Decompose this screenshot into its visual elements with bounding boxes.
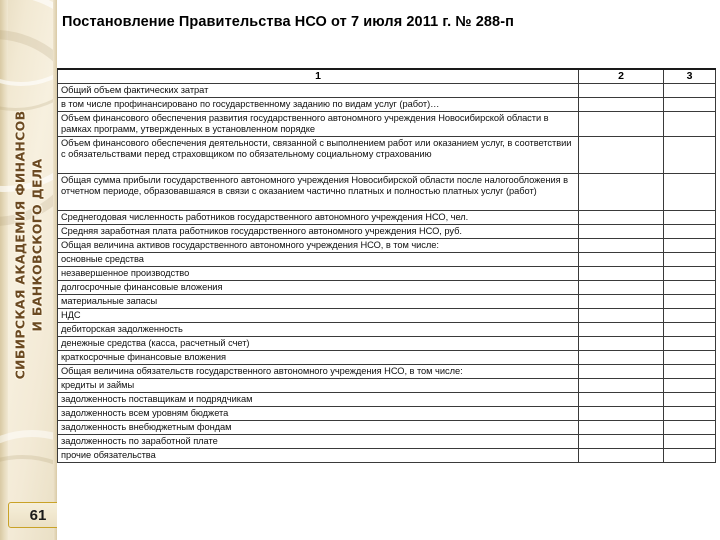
table-row — [58, 137, 716, 174]
row-label-cell: Среднегодовая численность работников государственного автономного учреждения НСО, чел. — [58, 211, 579, 225]
row-value-cell-2[interactable] — [579, 267, 664, 281]
row-label-cell: незавершенное производство — [58, 267, 579, 281]
row-value-cell-2[interactable] — [579, 281, 664, 295]
row-value-cell-2[interactable] — [579, 309, 664, 323]
table-row — [58, 309, 716, 323]
org-name-vertical — [0, 0, 57, 490]
row-value-cell-3[interactable] — [664, 379, 716, 393]
table-row — [58, 435, 716, 449]
row-value-cell-3[interactable] — [664, 323, 716, 337]
row-label-cell: дебиторская задолженность — [58, 323, 579, 337]
row-value-cell-2[interactable] — [579, 351, 664, 365]
table-row — [58, 112, 716, 137]
row-value-cell-3[interactable] — [664, 211, 716, 225]
row-value-cell-3[interactable] — [664, 295, 716, 309]
table-row — [58, 295, 716, 309]
table-row — [58, 211, 716, 225]
org-name-line-1: СИБИРСКАЯ АКАДЕМИЯ ФИНАНСОВ — [12, 110, 28, 380]
row-value-cell-3[interactable] — [664, 435, 716, 449]
row-value-cell-2[interactable] — [579, 112, 664, 137]
row-label-cell: задолженность всем уровням бюджета — [58, 407, 579, 421]
table-row — [58, 267, 716, 281]
row-value-cell-3[interactable] — [664, 421, 716, 435]
row-label-cell: прочие обязательства — [58, 449, 579, 463]
row-value-cell-3[interactable] — [664, 407, 716, 421]
row-value-cell-2[interactable] — [579, 84, 664, 98]
row-value-cell-3[interactable] — [664, 351, 716, 365]
row-label-cell: задолженность по заработной плате — [58, 435, 579, 449]
table-row — [58, 281, 716, 295]
table-body — [58, 84, 716, 463]
table-row — [58, 323, 716, 337]
row-value-cell-3[interactable] — [664, 137, 716, 174]
row-value-cell-3[interactable] — [664, 112, 716, 137]
column-header-2: 2 — [579, 69, 664, 84]
row-label-cell: Общая величина активов государственного автономного учреждения НСО, в том числе: — [58, 239, 579, 253]
column-header-1: 1 — [58, 69, 579, 84]
row-value-cell-2[interactable] — [579, 435, 664, 449]
row-label-cell: Средняя заработная плата работников государственного автономного учреждения НСО, руб. — [58, 225, 579, 239]
row-value-cell-3[interactable] — [664, 84, 716, 98]
row-value-cell-3[interactable] — [664, 225, 716, 239]
row-label-cell: задолженность внебюджетным фондам — [58, 421, 579, 435]
row-value-cell-3[interactable] — [664, 253, 716, 267]
row-value-cell-2[interactable] — [579, 98, 664, 112]
row-value-cell-3[interactable] — [664, 337, 716, 351]
row-label-cell: краткосрочные финансовые вложения — [58, 351, 579, 365]
indicators-table-container — [57, 68, 716, 463]
row-value-cell-2[interactable] — [579, 323, 664, 337]
row-label-cell: долгосрочные финансовые вложения — [58, 281, 579, 295]
row-value-cell-2[interactable] — [579, 174, 664, 211]
row-value-cell-3[interactable] — [664, 309, 716, 323]
row-value-cell-2[interactable] — [579, 137, 664, 174]
table-row — [58, 351, 716, 365]
table-row — [58, 98, 716, 112]
table-row — [58, 393, 716, 407]
table-row — [58, 421, 716, 435]
indicators-table — [57, 68, 716, 463]
row-value-cell-3[interactable] — [664, 281, 716, 295]
row-label-cell: Общая величина обязательств государственного автономного учреждения НСО, в том числе: — [58, 365, 579, 379]
table-header-row — [58, 69, 716, 84]
org-name-line-2: И БАНКОВСКОГО ДЕЛА — [29, 158, 45, 332]
table-row — [58, 337, 716, 351]
row-value-cell-2[interactable] — [579, 337, 664, 351]
row-value-cell-2[interactable] — [579, 379, 664, 393]
row-label-cell: материальные запасы — [58, 295, 579, 309]
row-value-cell-2[interactable] — [579, 421, 664, 435]
row-value-cell-2[interactable] — [579, 225, 664, 239]
decorative-sidebar — [0, 0, 57, 540]
table-row — [58, 365, 716, 379]
row-label-cell: кредиты и займы — [58, 379, 579, 393]
row-value-cell-2[interactable] — [579, 253, 664, 267]
row-value-cell-3[interactable] — [664, 365, 716, 379]
table-row — [58, 253, 716, 267]
row-value-cell-3[interactable] — [664, 449, 716, 463]
row-value-cell-2[interactable] — [579, 407, 664, 421]
row-value-cell-3[interactable] — [664, 174, 716, 211]
table-row — [58, 407, 716, 421]
table-row — [58, 379, 716, 393]
row-value-cell-2[interactable] — [579, 365, 664, 379]
row-value-cell-3[interactable] — [664, 98, 716, 112]
row-value-cell-2[interactable] — [579, 449, 664, 463]
row-value-cell-3[interactable] — [664, 393, 716, 407]
row-label-cell: в том числе профинансировано по государственному заданию по видам услуг (работ)… — [58, 98, 579, 112]
column-header-3: 3 — [664, 69, 716, 84]
row-label-cell: НДС — [58, 309, 579, 323]
row-label-cell: Общая сумма прибыли государственного автономного учреждения Новосибирской области после налогообложения в отчетном периоде, образовавшаяся в связи с оказанием частично платных и полностью платных услуг (работ) — [58, 174, 579, 211]
row-value-cell-2[interactable] — [579, 393, 664, 407]
table-head — [58, 69, 716, 84]
row-label-cell: основные средства — [58, 253, 579, 267]
row-label-cell: Общий объем фактических затрат — [58, 84, 579, 98]
row-label-cell: Объем финансового обеспечения деятельности, связанной с выполнением работ или оказанием услуг, в соответствии с обязательствами перед страховщиком по обязательному социальному страхованию — [58, 137, 579, 174]
row-label-cell: денежные средства (касса, расчетный счет) — [58, 337, 579, 351]
table-row — [58, 449, 716, 463]
table-row — [58, 84, 716, 98]
page-number: 61 — [8, 502, 57, 528]
table-row — [58, 225, 716, 239]
row-value-cell-2[interactable] — [579, 295, 664, 309]
row-label-cell: Объем финансового обеспечения развития государственного автономного учреждения Новосибирской области в рамках программ, утвержденных в установленном порядке — [58, 112, 579, 137]
row-value-cell-2[interactable] — [579, 239, 664, 253]
page-title: Постановление Правительства НСО от 7 июля 2011 г. № 288-п — [62, 14, 514, 30]
row-value-cell-3[interactable] — [664, 239, 716, 253]
table-row — [58, 239, 716, 253]
row-value-cell-2[interactable] — [579, 211, 664, 225]
row-value-cell-3[interactable] — [664, 267, 716, 281]
row-label-cell: задолженность поставщикам и подрядчикам — [58, 393, 579, 407]
table-row — [58, 174, 716, 211]
